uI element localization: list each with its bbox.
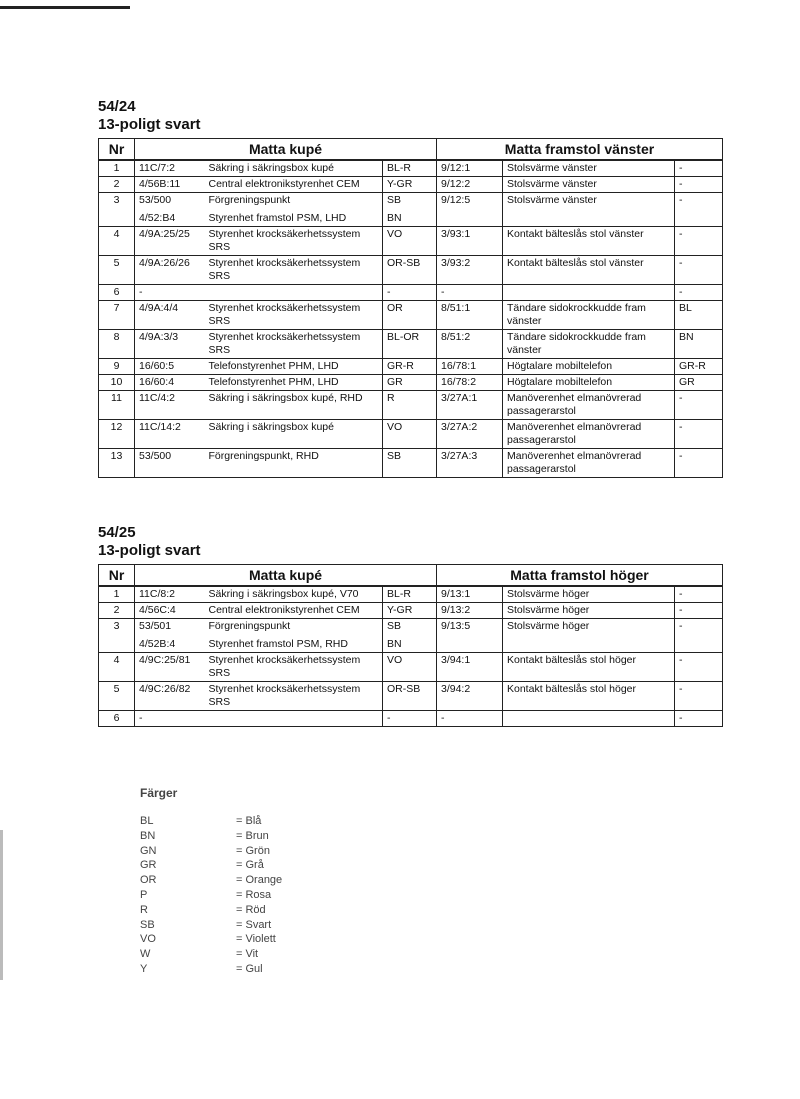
source-code: - [139, 712, 143, 724]
source-wire-color: BN [387, 638, 402, 650]
table-row [99, 285, 723, 301]
pin-number: 2 [99, 177, 135, 193]
source-name: Telefonstyrenhet PHM, LHD [208, 360, 339, 372]
dest-pin: 16/78:1 [437, 359, 503, 375]
source-wire-color: Y-GR [387, 604, 413, 616]
dest-pin: 9/12:1 [437, 160, 503, 177]
source-name: Styrenhet krocksäkerhetssystem SRS [208, 331, 361, 356]
source-code-cell [135, 619, 205, 653]
table-row [99, 330, 723, 359]
legend-item [140, 962, 282, 977]
source-color-cell [383, 619, 437, 653]
source-name: Förgreningspunkt [208, 194, 291, 206]
dest-name: Högtalare mobiltelefon [503, 359, 675, 375]
source-wire-color: - [387, 712, 391, 724]
source-wire-color: OR-SB [387, 257, 421, 269]
source-code-cell [135, 330, 205, 359]
table-row [99, 359, 723, 375]
dest-pin: - [437, 711, 503, 727]
source-color-cell [383, 160, 437, 177]
source-name: Telefonstyrenhet PHM, LHD [208, 376, 339, 388]
table-row [99, 603, 723, 619]
table-row [99, 653, 723, 682]
source-name-cell [205, 420, 383, 449]
dest-pin: 3/94:1 [437, 653, 503, 682]
source-code: 53/500 [139, 450, 172, 462]
scan-edge-mark [0, 830, 3, 980]
source-color-cell [383, 330, 437, 359]
legend-code: Y [140, 962, 148, 975]
source-color-cell [383, 653, 437, 682]
source-name: Styrenhet framstol PSM, LHD [208, 212, 347, 224]
header-left: Matta kupé [135, 139, 437, 161]
legend-label: = Blå [236, 815, 262, 827]
dest-name: Stolsvärme höger [503, 586, 675, 603]
source-code-cell [135, 375, 205, 391]
dest-name: Stolsvärme vänster [503, 177, 675, 193]
source-name: Styrenhet krocksäkerhetssystem SRS [208, 228, 361, 253]
source-code-cell [135, 359, 205, 375]
dest-pin: 8/51:1 [437, 301, 503, 330]
dest-pin: 8/51:2 [437, 330, 503, 359]
pin-number: 1 [99, 586, 135, 603]
source-code: 4/9A:25/25 [139, 228, 190, 240]
pin-number: 9 [99, 359, 135, 375]
source-color-cell [383, 711, 437, 727]
source-color-cell [383, 375, 437, 391]
source-code: 53/500 [139, 194, 172, 206]
header-right: Matta framstol höger [437, 565, 723, 587]
source-color-cell [383, 449, 437, 478]
dest-pin: 9/12:2 [437, 177, 503, 193]
legend-item [140, 814, 282, 829]
source-name-cell [205, 330, 383, 359]
dest-wire-color: - [675, 711, 723, 727]
pin-number: 6 [99, 711, 135, 727]
source-code: 16/60:4 [139, 376, 175, 388]
source-color-cell [383, 177, 437, 193]
dest-wire-color: BL [675, 301, 723, 330]
dest-name [503, 285, 675, 301]
source-color-cell [383, 301, 437, 330]
dest-name: Kontakt bälteslås stol höger [503, 682, 675, 711]
legend-label: = Svart [236, 918, 272, 931]
source-color-cell [383, 285, 437, 301]
header-right: Matta framstol vänster [437, 139, 723, 161]
legend-label: = Brun [236, 829, 269, 842]
legend-code: GN [140, 844, 157, 857]
dest-wire-color: - [675, 160, 723, 177]
source-code: 16/60:5 [139, 360, 175, 372]
source-name-cell [205, 177, 383, 193]
source-code: 4/52:B4 [139, 212, 176, 224]
legend-item [140, 918, 282, 933]
source-name-cell [205, 256, 383, 285]
pin-number: 4 [99, 227, 135, 256]
source-code: 4/56C:4 [139, 604, 176, 616]
dest-wire-color: - [675, 619, 723, 653]
source-color-cell [383, 682, 437, 711]
source-color-cell [383, 359, 437, 375]
legend-item [140, 829, 282, 844]
source-wire-color: BL-OR [387, 331, 420, 343]
source-code-cell [135, 586, 205, 603]
color-legend [140, 786, 282, 977]
dest-wire-color: - [675, 653, 723, 682]
source-code-cell [135, 256, 205, 285]
header-row [99, 139, 723, 161]
dest-pin: 16/78:2 [437, 375, 503, 391]
connector-pin-table [98, 564, 723, 727]
source-name: Förgreningspunkt [208, 620, 291, 632]
dest-name: Tändare sidokrockkudde fram vänster [503, 301, 675, 330]
source-name: Central elektronikstyrenhet CEM [208, 604, 360, 616]
source-wire-color: SB [387, 450, 402, 462]
dest-wire-color: - [675, 227, 723, 256]
dest-pin: 9/12:5 [437, 193, 503, 227]
pin-number: 8 [99, 330, 135, 359]
source-code: 11C/14:2 [139, 421, 181, 433]
connector-code: 54/24 [98, 98, 136, 115]
dest-name: Kontakt bälteslås stol vänster [503, 227, 675, 256]
source-code-cell [135, 193, 205, 227]
source-wire-color: BL-R [387, 162, 411, 174]
dest-name: Kontakt bälteslås stol höger [503, 653, 675, 682]
legend-item [140, 888, 282, 903]
legend-list [140, 814, 282, 977]
dest-name: Högtalare mobiltelefon [503, 375, 675, 391]
header-left: Matta kupé [135, 565, 437, 587]
source-name-cell [205, 375, 383, 391]
table-row [99, 227, 723, 256]
dest-wire-color: - [675, 586, 723, 603]
legend-code: W [140, 948, 151, 961]
source-name-cell [205, 711, 383, 727]
source-name-cell [205, 586, 383, 603]
legend-label: = Grön [236, 844, 270, 857]
source-name: Styrenhet krocksäkerhetssystem SRS [208, 257, 361, 282]
pin-number: 10 [99, 375, 135, 391]
source-name-cell [205, 682, 383, 711]
source-code-cell [135, 682, 205, 711]
source-wire-color: GR [387, 376, 403, 388]
dest-name: Manöverenhet elmanövrerad passagerarstol [503, 420, 675, 449]
table-row [99, 375, 723, 391]
dest-pin: 3/94:2 [437, 682, 503, 711]
scan-edge-mark [0, 6, 130, 9]
source-name: Styrenhet krocksäkerhetssystem SRS [208, 683, 361, 708]
legend-code: VO [140, 933, 156, 946]
legend-label: = Röd [236, 903, 266, 916]
pin-number: 3 [99, 193, 135, 227]
source-color-cell [383, 420, 437, 449]
source-code-cell [135, 177, 205, 193]
connector-section-54-24 [98, 98, 722, 478]
connector-section-54-25 [98, 524, 722, 727]
source-wire-color: SB [387, 194, 402, 206]
dest-name: Tändare sidokrockkudde fram vänster [503, 330, 675, 359]
legend-title: Färger [140, 786, 178, 800]
source-name-cell [205, 301, 383, 330]
source-name: Säkring i säkringsbox kupé [208, 162, 334, 174]
header-nr: Nr [99, 139, 135, 161]
source-wire-color: Y-GR [387, 178, 413, 190]
source-color-cell [383, 256, 437, 285]
dest-wire-color: - [675, 177, 723, 193]
source-code-cell [135, 449, 205, 478]
connector-description: 13-poligt svart [98, 116, 201, 133]
pin-number: 6 [99, 285, 135, 301]
source-name-cell [205, 449, 383, 478]
source-code: 4/9A:26/26 [139, 257, 190, 269]
legend-code: R [140, 903, 148, 916]
dest-pin: 3/27A:1 [437, 391, 503, 420]
table-row [99, 160, 723, 177]
dest-pin: 9/13:2 [437, 603, 503, 619]
legend-code: BN [140, 829, 156, 842]
source-code-cell [135, 301, 205, 330]
connector-description: 13-poligt svart [98, 542, 201, 559]
source-color-cell [383, 586, 437, 603]
source-name: Styrenhet framstol PSM, RHD [208, 638, 348, 650]
source-code-cell [135, 227, 205, 256]
source-name-cell [205, 359, 383, 375]
dest-name: Stolsvärme vänster [503, 193, 675, 227]
source-code-cell [135, 653, 205, 682]
dest-wire-color: - [675, 256, 723, 285]
source-name: Säkring i säkringsbox kupé, RHD [208, 392, 363, 404]
legend-item [140, 947, 282, 962]
source-wire-color: OR [387, 302, 403, 314]
dest-pin: 3/27A:3 [437, 449, 503, 478]
dest-pin: 3/93:1 [437, 227, 503, 256]
source-name: Förgreningspunkt, RHD [208, 450, 319, 462]
source-color-cell [383, 391, 437, 420]
source-code-cell [135, 711, 205, 727]
source-name: Säkring i säkringsbox kupé [208, 421, 334, 433]
dest-wire-color: BN [675, 330, 723, 359]
dest-name [503, 711, 675, 727]
pin-number: 4 [99, 653, 135, 682]
table-row [99, 449, 723, 478]
source-name: Central elektronikstyrenhet CEM [208, 178, 360, 190]
dest-pin: 9/13:5 [437, 619, 503, 653]
source-name-cell [205, 391, 383, 420]
dest-wire-color: - [675, 193, 723, 227]
source-code-cell [135, 603, 205, 619]
table-row [99, 619, 723, 653]
source-color-cell [383, 227, 437, 256]
header-row [99, 565, 723, 587]
legend-label: = Vit [236, 948, 259, 961]
pin-number: 12 [99, 420, 135, 449]
dest-pin: 3/27A:2 [437, 420, 503, 449]
source-code: 4/9C:26/82 [139, 683, 191, 695]
legend-item [140, 844, 282, 859]
pin-number: 5 [99, 682, 135, 711]
pin-number: 13 [99, 449, 135, 478]
legend-label: = Gul [236, 962, 263, 975]
source-code: 11C/8:2 [139, 588, 175, 600]
legend-item [140, 858, 282, 873]
source-code-cell [135, 391, 205, 420]
legend-label: = Rosa [236, 888, 272, 901]
dest-pin: 3/93:2 [437, 256, 503, 285]
source-code: 4/9A:3/3 [139, 331, 179, 343]
legend-code: BL [140, 815, 154, 827]
source-wire-color: SB [387, 620, 402, 632]
source-name-cell [205, 653, 383, 682]
source-code-cell [135, 420, 205, 449]
dest-wire-color: - [675, 603, 723, 619]
source-wire-color: BL-R [387, 588, 411, 600]
pin-number: 7 [99, 301, 135, 330]
source-wire-color: OR-SB [387, 683, 421, 695]
source-wire-color: BN [387, 212, 402, 224]
dest-name: Manöverenhet elmanövrerad passagerarstol [503, 391, 675, 420]
source-code: 4/9C:25/81 [139, 654, 191, 666]
dest-wire-color: - [675, 391, 723, 420]
legend-item [140, 932, 282, 947]
dest-pin: 9/13:1 [437, 586, 503, 603]
dest-pin: - [437, 285, 503, 301]
source-name-cell [205, 193, 383, 227]
dest-wire-color: - [675, 682, 723, 711]
source-name-cell [205, 619, 383, 653]
connector-code: 54/25 [98, 524, 136, 541]
source-wire-color: VO [387, 228, 403, 240]
table-row [99, 256, 723, 285]
legend-label: = Violett [236, 933, 276, 946]
source-name-cell [205, 227, 383, 256]
source-code-cell [135, 285, 205, 301]
source-name: Säkring i säkringsbox kupé, V70 [208, 588, 359, 600]
connector-pin-table [98, 138, 723, 478]
dest-wire-color: GR-R [675, 359, 723, 375]
dest-name: Stolsvärme vänster [503, 160, 675, 177]
source-code: 4/9A:4/4 [139, 302, 179, 314]
pin-number: 11 [99, 391, 135, 420]
dest-wire-color: GR [675, 375, 723, 391]
source-wire-color: VO [387, 654, 403, 666]
legend-label: = Grå [236, 859, 264, 872]
source-wire-color: - [387, 286, 391, 298]
source-wire-color: GR-R [387, 360, 414, 372]
legend-code: GR [140, 859, 157, 872]
table-row [99, 682, 723, 711]
pin-number: 3 [99, 619, 135, 653]
source-code: 11C/4:2 [139, 392, 175, 404]
source-color-cell [383, 193, 437, 227]
source-code: 11C/7:2 [139, 162, 175, 174]
legend-label: = Orange [236, 874, 283, 887]
source-name: Styrenhet krocksäkerhetssystem SRS [208, 654, 361, 679]
legend-code: OR [140, 874, 157, 887]
pin-number: 1 [99, 160, 135, 177]
dest-wire-color: - [675, 449, 723, 478]
source-wire-color: VO [387, 421, 403, 433]
source-code-cell [135, 160, 205, 177]
dest-wire-color: - [675, 420, 723, 449]
dest-name: Manöverenhet elmanövrerad passagerarstol [503, 449, 675, 478]
source-name-cell [205, 285, 383, 301]
dest-name: Stolsvärme höger [503, 603, 675, 619]
source-color-cell [383, 603, 437, 619]
table-row [99, 177, 723, 193]
header-nr: Nr [99, 565, 135, 587]
table-row [99, 193, 723, 227]
dest-name: Stolsvärme höger [503, 619, 675, 653]
source-name: Styrenhet krocksäkerhetssystem SRS [208, 302, 361, 327]
source-code: 53/501 [139, 620, 172, 632]
pin-number: 2 [99, 603, 135, 619]
source-wire-color: R [387, 392, 395, 404]
source-code: 4/56B:11 [139, 178, 181, 190]
table-row [99, 301, 723, 330]
legend-code: SB [140, 918, 155, 931]
legend-code: P [140, 888, 148, 901]
table-row [99, 586, 723, 603]
source-name-cell [205, 160, 383, 177]
dest-wire-color: - [675, 285, 723, 301]
table-row [99, 391, 723, 420]
table-row [99, 711, 723, 727]
source-code: 4/52B:4 [139, 638, 176, 650]
source-code: - [139, 286, 143, 298]
table-row [99, 420, 723, 449]
dest-name: Kontakt bälteslås stol vänster [503, 256, 675, 285]
pin-number: 5 [99, 256, 135, 285]
legend-item [140, 903, 282, 918]
legend-item [140, 873, 282, 888]
source-name-cell [205, 603, 383, 619]
